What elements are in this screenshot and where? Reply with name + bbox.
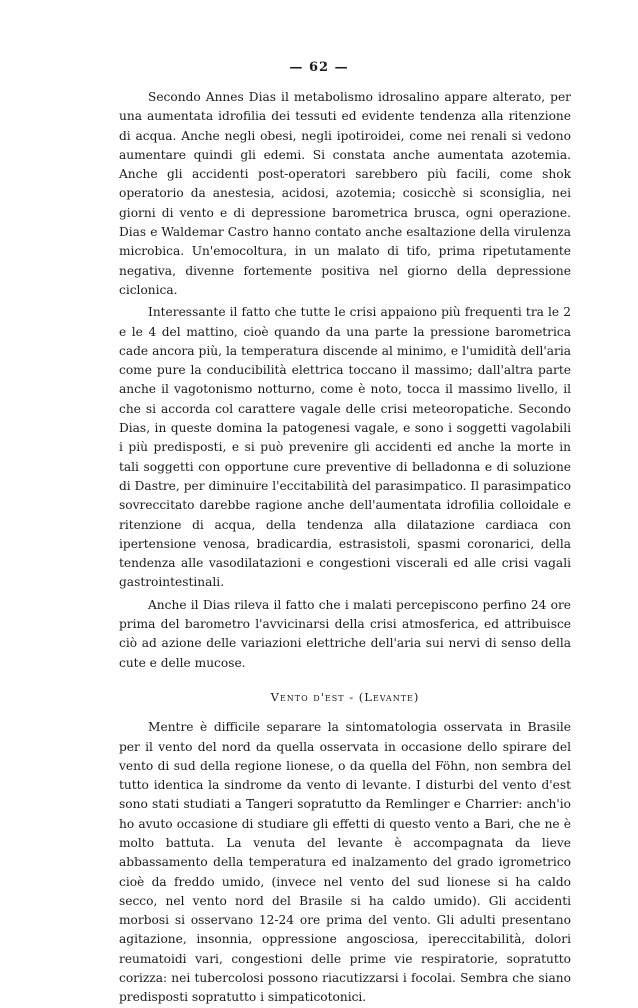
section-heading: Vento d'est - (Levante) [270,689,420,704]
body-text [119,88,571,1008]
paragraph-crisis-timing: Interessante il fatto che tutte le crisi appaiono più frequenti tra le 2 e le 4 del mattino, cioè quando da una parte la pressione barometrica cade ancora più, la temperatura discende al minimo, e l'umidità dell'aria come pure la conducibilità elettrica toccano il massimo; dall'altra parte anche il vagotonismo notturno, come è noto, tocca il massimo livello, il che si accorda col carattere vagale delle crisi meteoropatiche. Secondo Dias, in queste domina la patogenesi vagale, e sono i soggetti vagolabili i più predisposti, e si può prevenire gli accidenti ed anche la morte in tali soggetti con opportune cure preventive di belladonna e di soluzione di Dastre, per diminuire l'eccitabilità del parasimpatico. Il parasimpatico sovreccitato darebbe ragione anche dell'aumentata idrofilia colloidale e ritenzione di acqua, della tendenza alla dilatazione cardiaca con ipertensione venosa, bradicardia, estrasistoli, spasmi coronarici, della tendenza alle vasodilatazioni e congestioni viscerali ed alle crisi vagali gastrointestinali. [119,305,571,590]
paragraph-dias-perception: Anche il Dias rileva il fatto che i malati percepiscono perfino 24 ore prima del barometro l'avvicinarsi della crisi atmosferica, ed attribuisce ciò ad azione delle variazioni elettriche dell'aria sui nervi di senso della cute e delle mucose. [119,597,571,670]
page-number: — 62 — [289,60,349,75]
paragraph-metabolism: Secondo Annes Dias il metabolismo idrosalino appare alterato, per una aumentata idrofilia dei tessuti ed evidente tendenza alla ritenzione di acqua. Anche negli obesi, negli ipotiroidei, come nei renali si vedono aumentare quindi gli edemi. Si constata anche aumentata azotemia. Anche gli accidenti post-operatori sarebbero più facili, come shok operatorio da anestesia, acidosi, azotemia; cosicchè si sconsiglia, nei giorni di vento e di depressione barometrica brusca, ogni operazione. Dias e Waldemar Castro hanno contato anche esaltazione della virulenza microbica. Un'emocoltura, in un malato di tifo, prima ripetutamente negativa, divenne fortemente positiva nel giorno della depressione ciclonica. [119,90,571,297]
paragraph-east-wind: Mentre è difficile separare la sintomatologia osservata in Brasile per il vento del nord da quella osservata in occasione dello spirare del vento di sud della regione lionese, o da quella del Föhn, non sembra del tutto identica la sindrome da vento di levante. I disturbi del vento d'est sono stati studiati a Tangeri sopratutto da Remlinger e Charrier: anch'io ho avuto occasione di studiare gli effetti di questo vento a Bari, che ne è molto battuta. La venuta del levante è accompagnata da lieve abbassamento della temperatura ed inalzamento del grado igrometrico cioè da freddo umido, (invece nel vento del sud lionese si ha caldo secco, nel vento nord del Brasile si ha caldo umido). Gli accidenti morbosi si osservano 12-24 ore prima del vento. Gli adulti presentano agitazione, insonnia, oppressione angosciosa, ipereccitabilità, dolori reumatoidi vari, congestioni delle prime vie respiratorie, sopratutto corizza: nei tubercolosi possono riacutizzarsi i focolai. Sembra che siano predisposti sopratutto i simpaticotonici. [119,720,571,1005]
